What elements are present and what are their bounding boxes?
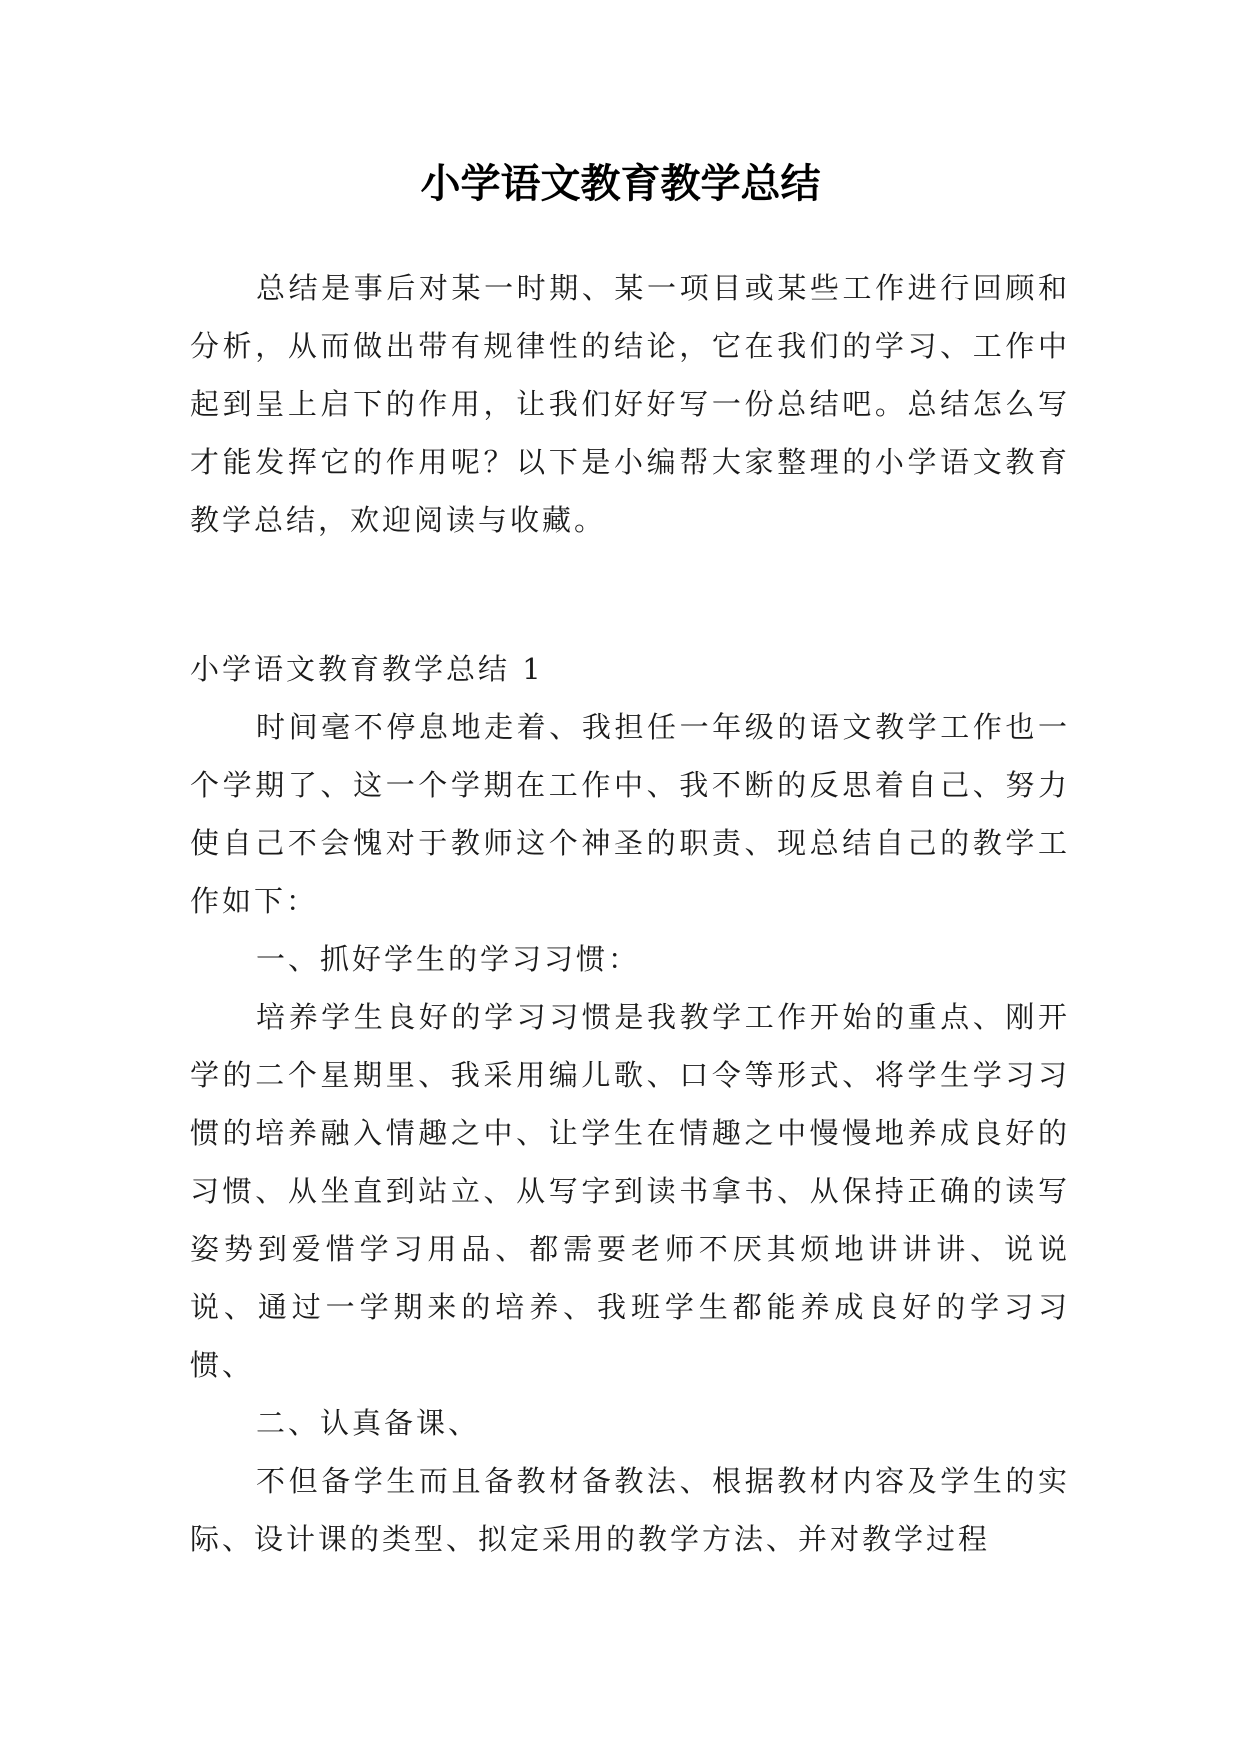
section-heading: 小学语文教育教学总结 1: [190, 652, 544, 686]
intro-block: [190, 259, 1070, 549]
document-title: 小学语文教育教学总结: [420, 160, 821, 207]
paragraph-1: 时间毫不停息地走着、我担任一年级的语文教学工作也一个学期了、这一个学期在工作中、我不断的反思着自己、努力使自己不会愧对于教师这个神圣的职责、现总结自己的教学工作如下：: [190, 710, 1070, 918]
subheading-1: 一、抓好学生的学习习惯：: [256, 942, 641, 976]
section-block: [190, 640, 1070, 1568]
paragraph-2: 培养学生良好的学习习惯是我教学工作开始的重点、刚开学的二个星期里、我采用编儿歌、口令等形式、将学生学习习惯的培养融入情趣之中、让学生在情趣之中慢慢地养成良好的习惯、从坐直到站立、从写字到读书拿书、从保持正确的读写姿势到爱惜学习用品、都需要老师不厌其烦地讲讲讲、说说说、通过一学期来的培养、我班学生都能养成良好的学习习惯、: [190, 1000, 1070, 1382]
intro-paragraph: 总结是事后对某一时期、某一项目或某些工作进行回顾和分析，从而做出带有规律性的结论，它在我们的学习、工作中起到呈上启下的作用，让我们好好写一份总结吧。总结怎么写才能发挥它的作用呢？以下是小编帮大家整理的小学语文教育教学总结，欢迎阅读与收藏。: [190, 271, 1070, 537]
paragraph-3: 不但备学生而且备教材备教法、根据教材内容及学生的实际、设计课的类型、拟定采用的教学方法、并对教学过程: [190, 1464, 1070, 1556]
subheading-2: 二、认真备课、: [256, 1406, 481, 1440]
